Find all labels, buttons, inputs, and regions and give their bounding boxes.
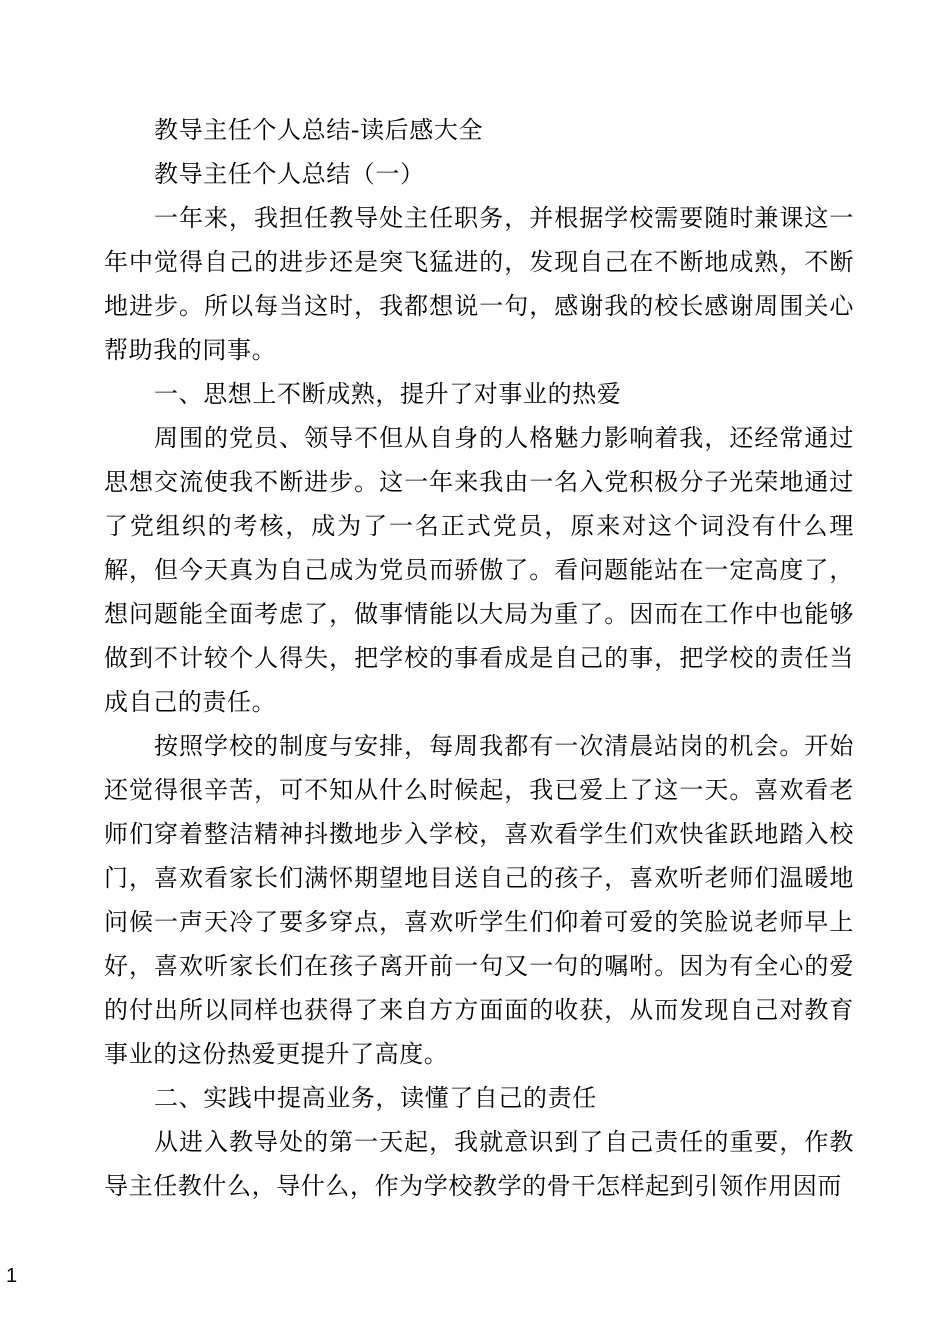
section-heading-1: 一、思想上不断成熟，提升了对事业的热爱	[154, 380, 622, 408]
paragraph-morning-duty: 按照学校的制度与安排，每周我都有一次清晨站岗的机会。开始还觉得很辛苦，可不知从什么时候起，我已爱上了这一天。喜欢看老师们穿着整洁精神抖擞地步入学校，喜欢看学生们欢快雀跃地踏入校门，喜欢看家长们满怀期望地目送自己的孩子，喜欢听老师们温暖地问候一声天冷了要多穿点，喜欢听学生们仰着可爱的笑脸说老师早上好，喜欢听家长们在孩子离开前一句又一句的嘱咐。因为有全心的爱的付出所以同样也获得了来自方方面面的收获，从而发现自己对教育事业的这份热爱更提升了高度。	[104, 732, 854, 1068]
paragraph-responsibility: 从进入教导处的第一天起，我就意识到了自己责任的重要，作教导主任教什么，导什么，作为学校教学的骨干怎样起到引领作用因而	[104, 1128, 854, 1200]
document-title: 教导主任个人总结-读后感大全	[154, 116, 484, 144]
document-subtitle: 教导主任个人总结（一）	[154, 160, 425, 188]
page-number: 1	[6, 1265, 18, 1287]
paragraph-intro: 一年来，我担任教导处主任职务，并根据学校需要随时兼课这一年中觉得自己的进步还是突飞猛进的，发现自己在不断地成熟，不断地进步。所以每当这时，我都想说一句，感谢我的校长感谢周围关心帮助我的同事。	[104, 204, 854, 364]
section-heading-2: 二、实践中提高业务，读懂了自己的责任	[154, 1084, 597, 1112]
document-body	[104, 108, 854, 1208]
paragraph-party-member: 周围的党员、领导不但从自身的人格魅力影响着我，还经常通过思想交流使我不断进步。这一年来我由一名入党积极分子光荣地通过了党组织的考核，成为了一名正式党员，原来对这个词没有什么理解，但今天真为自己成为党员而骄傲了。看问题能站在一定高度了，想问题能全面考虑了，做事情能以大局为重了。因而在工作中也能够做到不计较个人得失，把学校的事看成是自己的事，把学校的责任当成自己的责任。	[104, 424, 854, 716]
